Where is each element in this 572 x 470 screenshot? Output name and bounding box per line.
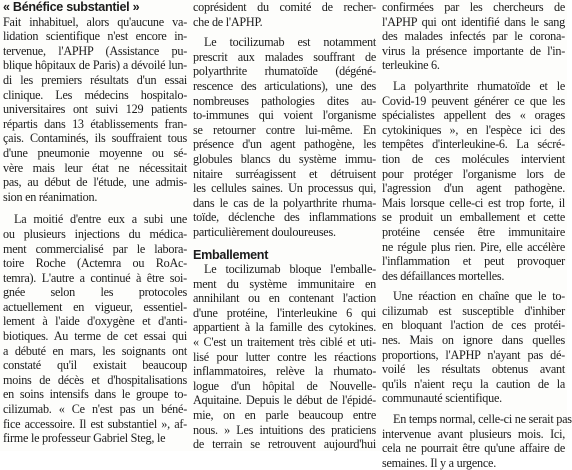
- text-line: cytokiniques », en l'espèce ici des: [382, 122, 565, 137]
- text-line: cela ne pourrait être qu'une affaire de: [382, 441, 565, 456]
- text-line: coprésident du comité de recher-: [193, 0, 376, 14]
- text-line: biotiques. Au terme de cet essai qui: [3, 329, 187, 344]
- paragraph: [3, 212, 187, 446]
- paragraph-gap: [3, 204, 187, 212]
- text-line: constaté qu'il existait beaucoup: [3, 358, 187, 373]
- text-line: to-immunes qui voient l'organisme: [193, 108, 376, 123]
- paragraph: [193, 35, 376, 239]
- text-line: cilizumab. « Ce n'est pas un béné-: [3, 402, 187, 417]
- paragraph: [382, 79, 565, 283]
- text-line: « C'est un traitement très ciblé et uti-: [193, 335, 376, 350]
- text-line: actuellement en vigueur, essentiel-: [3, 299, 187, 314]
- text-line: a débuté en mars, les soignants ont: [3, 343, 187, 358]
- text-line: fice accessoire. Il est substantiel », af-: [3, 416, 187, 431]
- text-line: d'une protéine, l'interleukine 6 qui: [193, 305, 376, 320]
- text-line: les cellules saines. Un processus qui,: [193, 181, 376, 196]
- text-line: l'APHP qui ont identifié dans le sang: [382, 14, 565, 29]
- text-line: En temps normal, celle-ci ne serait pas: [393, 412, 572, 427]
- text-line: virus la présence importante de l'in-: [382, 43, 565, 58]
- text-line: globules blancs du système immu-: [193, 151, 376, 166]
- text-line: l'agression d'un agent pathogène.: [382, 181, 565, 196]
- text-line: La polyarthrite rhumatoïde et le: [393, 78, 565, 93]
- text-line: di les premiers résultats d'un essai: [3, 72, 187, 87]
- text-line: lement à l'aide d'oxygène et d'anti-: [3, 314, 187, 329]
- paragraph: [382, 289, 565, 406]
- text-line: spécialistes appellent des « orages: [382, 108, 565, 123]
- text-line: en soins intensifs dans le groupe to-: [3, 387, 187, 402]
- text-line: toïde, déclenche des inflammations: [193, 210, 376, 225]
- text-line: ment commercialisé par le labora-: [3, 241, 187, 256]
- paragraph: [3, 15, 187, 205]
- text-line: moins de décès et d'hospitalisations: [3, 372, 187, 387]
- text-line: gnée selon les protocoles: [3, 285, 187, 300]
- text-line: Aquitaine. Depuis le début de l'épidé-: [193, 393, 376, 408]
- text-line: se retourner contre lui-même. En: [193, 122, 376, 137]
- text-line: blique hôpitaux de Paris) a dévoilé lun-: [3, 58, 187, 73]
- text-line: annihilant ou en contenant l'action: [193, 291, 376, 306]
- text-line: Covid-19 peuvent générer ce que les: [382, 93, 565, 108]
- article-column-1: [3, 0, 187, 446]
- text-line: Le tocilizumab bloque l'emballe-: [204, 262, 376, 277]
- paragraph: [193, 262, 376, 452]
- text-line: polyarthrite rhumatoïde (dégéné-: [193, 64, 376, 79]
- text-line: cilizumab est susceptible d'inhiber: [382, 303, 565, 318]
- text-line: temra). L'autre a continué à être soi-: [3, 270, 187, 285]
- text-line: protéine censée être immunitaire: [382, 224, 565, 239]
- text-line: universitaires ont suivi 129 patients: [3, 102, 187, 117]
- text-line: appartient à la famille des cytokines.: [193, 320, 376, 335]
- article-column-2: [193, 0, 376, 452]
- text-line: vère mais leur état ne nécessitait: [3, 160, 187, 175]
- text-line: présence d'un agent pathogène, les: [193, 137, 376, 152]
- text-line: des défaillances mortelles.: [382, 268, 505, 283]
- text-line: voilé les résultats obtenus avant: [382, 362, 565, 377]
- text-line: tervenue, l'APHP (Assistance pu-: [3, 43, 187, 58]
- text-line: d'une pneumonie moyenne ou sé-: [3, 145, 187, 160]
- text-line: ment du système immunitaire en: [193, 276, 376, 291]
- text-line: communauté scientifique.: [382, 391, 502, 406]
- text-line: rescence des articulations), une des: [193, 78, 376, 93]
- text-line: Mais lorsque celle-ci est trop forte, il: [382, 195, 565, 210]
- text-line: ne régule plus rien. Pire, elle accélère: [382, 239, 565, 254]
- text-line: nes. Mais on ignore dans quelles: [382, 333, 565, 348]
- paragraph: [193, 0, 376, 29]
- text-line: çais. Contaminés, ils souffraient tous: [3, 131, 187, 146]
- paragraph: [382, 412, 572, 470]
- text-line: intervenue avant plusieurs mois. Ici,: [382, 426, 565, 441]
- text-line: Fait inhabituel, alors qu'aucune va-: [3, 14, 187, 29]
- text-line: des malades infectés par le corona-: [382, 29, 565, 44]
- text-line: logue d'un hôpital de Nouvelle-: [193, 378, 376, 393]
- text-line: che de l'APHP.: [193, 14, 263, 29]
- text-line: qu'ils n'aient reçu la caution de la: [382, 376, 565, 391]
- paragraph: [382, 0, 565, 73]
- text-line: inflammatoires, relève la rhumato-: [193, 364, 376, 379]
- text-line: ou plusieurs injections du médica-: [3, 226, 187, 241]
- text-line: pas, au début de l'étude, une admis-: [3, 175, 187, 190]
- text-line: prescrit aux malades souffrant de: [193, 49, 376, 64]
- text-line: en bloquant l'action de ces protéi-: [382, 318, 565, 333]
- text-line: sion en réanimation.: [3, 189, 98, 204]
- subheading-benefice-substantiel: « Bénéfice substantiel »: [3, 0, 140, 14]
- text-line: se produit un emballement et cette: [382, 210, 565, 225]
- text-line: semaines. Il y a urgence.: [382, 455, 497, 470]
- text-line: Le tocilizumab est notamment: [204, 35, 376, 50]
- text-line: nous. » Les intuitions des praticiens: [193, 422, 376, 437]
- text-line: confirmées par les chercheurs de: [382, 0, 565, 14]
- text-line: lidation scientifique n'est encore in-: [3, 29, 187, 44]
- text-line: firme le professeur Gabriel Steg, le: [3, 431, 166, 446]
- text-line: toire Roche (Actemra ou RoAc-: [3, 256, 187, 271]
- subheading-emballement: Emballement: [193, 247, 269, 262]
- text-line: tion de ces molécules intervient: [382, 151, 565, 166]
- text-line: terleukine 6.: [382, 58, 440, 73]
- article-column-3: [382, 0, 572, 470]
- text-line: l'inflammation et peut provoquer: [382, 254, 565, 269]
- text-line: lisé pour lutter contre les réactions: [193, 349, 376, 364]
- text-line: dans le cas de la polyarthrite rhuma-: [193, 195, 376, 210]
- text-line: mie, on en parle beaucoup entre: [193, 408, 376, 423]
- text-line: La moitié d'entre eux a subi une: [14, 212, 187, 227]
- text-line: répartis dans 13 établissements fran-: [3, 116, 187, 131]
- text-line: nitaire surréagissent et détruisent: [193, 166, 376, 181]
- text-line: Une réaction en chaîne que le to-: [393, 289, 565, 304]
- text-line: tempêtes d'interleukine-6. La sécré-: [382, 137, 565, 152]
- text-line: clinique. Les médecins hospitalo-: [3, 87, 187, 102]
- text-line: nombreuses pathologies dites au-: [193, 93, 376, 108]
- text-line: particulièrement douloureuses.: [193, 224, 336, 239]
- text-line: de terrain se retrouvent aujourd'hui: [193, 437, 376, 452]
- text-line: pour protéger l'organisme lors de: [382, 166, 565, 181]
- paragraph-gap: [193, 240, 376, 248]
- text-line: proportions, l'APHP n'ayant pas dé-: [382, 347, 565, 362]
